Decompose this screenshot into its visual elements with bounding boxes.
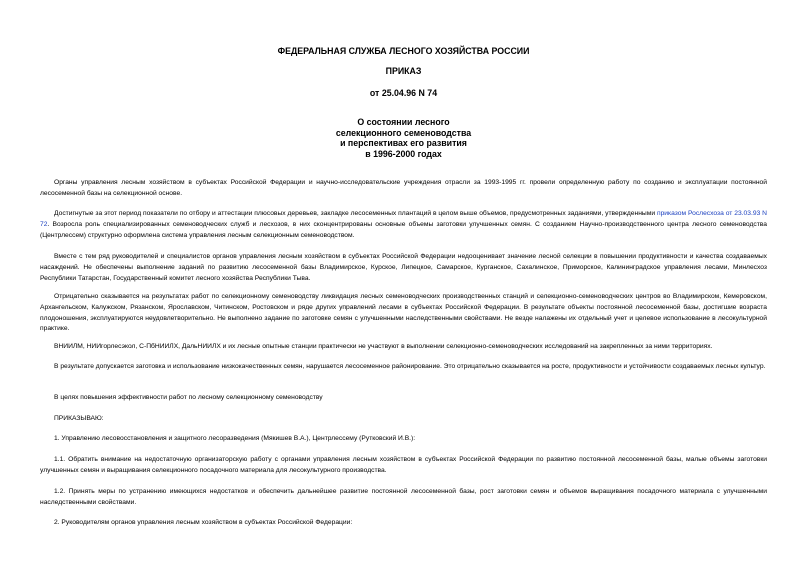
- document-type: ПРИКАЗ: [385, 66, 422, 76]
- paragraph-text: Достигнутые за этот период показатели по отбору и аттестации плюсовых деревьев, закладке лесосеменных плантаций в целом выше объемов, предусмотренных заданиями, утвержденными: [54, 210, 657, 217]
- order-link[interactable]: приказом Рослесхоза от 23.03.93 N 72: [40, 210, 768, 228]
- paragraph: ВНИИЛМ, НИИгорлесэкол, С-ПбНИИЛХ, ДальНИИЛХ и их лесные опытные станции практически не участвуют в выполнении селекционно-семеноводческих исследований на закрепленных за ними территориях.: [54, 343, 713, 350]
- paragraph: 1.1. Обратить внимание на недостаточную организаторскую работу с органами управления лесным хозяйством в субъектах Российской Федерации по развитию постоянной лесосеменной базы, малые объемы заготовки улучшенных семян и выращивания селекционного посадочного материала для лесокультурного производства.: [40, 456, 767, 474]
- paragraph: [40, 209, 767, 241]
- subject-line: в 1996-2000 годах: [365, 148, 442, 159]
- subject-line: селекционного семеноводства: [335, 127, 472, 138]
- paragraph: Отрицательно сказывается на результатах работ по селекционному семеноводству ликвидация лесных семеноводческих производственных станций и селекционно-семеноводческих центров во Владимирском, Кемеровском, Архангельском, Калужском, Рязанском, Ярославском, Читинском, Ростовском и ряде других управлений лесами в субъектах Российской Федерации. В результате объекты постоянной лесосеменной базы, достигшие возраста плодоношения, эксплуатируются неудовлетворительно. Не выполнено задание по заготовке семян с улучшенными наследственными свойствами. Не везде налажены их отдельный учет и целевое использование в лесокультурной практике.: [40, 293, 767, 333]
- paragraph-text: . Возросла роль специализированных семеноводческих служб и лесхозов, в них сконцентрированы основные объемы заготовки улучшенных семян. С созданием Научно-производственного центра лесного семеноводства (Центрлессем) структурно оформлена система управления лесным селекционным семеноводством.: [40, 220, 767, 239]
- paragraph: Органы управления лесным хозяйством в субъектах Российской Федерации и научно-исследовательские учреждения отрасли за 1993-1995 гг. провели определенную работу по созданию и эксплуатации постоянной лесосеменной базы на селекционной основе.: [40, 179, 767, 197]
- paragraph: В целях повышения эффективности работ по лесному селекционному семеноводству: [54, 394, 323, 401]
- paragraph: 1.2. Принять меры по устранению имеющихся недостатков и обеспечить дальнейшее развитие постоянной лесосеменной базы, рост заготовки семян и объемов выращивания посадочного материала с улучшенными наследственными свойствами.: [40, 488, 767, 506]
- subject-line: и перспективах его развития: [340, 138, 467, 148]
- paragraph: 2. Руководителям органов управления лесным хозяйством в субъектах Российской Федерации:: [54, 519, 353, 526]
- paragraph: ПРИКАЗЫВАЮ:: [54, 415, 104, 422]
- document-date-number: от 25.04.96 N 74: [369, 88, 438, 98]
- agency-title: ФЕДЕРАЛЬНАЯ СЛУЖБА ЛЕСНОГО ХОЗЯЙСТВА РОССИИ: [277, 46, 530, 56]
- subject-line: О состоянии лесного: [357, 117, 450, 127]
- paragraph: В результате допускается заготовка и использование низкокачественных семян, нарушается лесосеменное районирование. Это отрицательно сказывается на росте, продуктивности и устойчивости создаваемых лесных культур.: [54, 363, 766, 370]
- paragraph: Вместе с тем ряд руководителей и специалистов органов управления лесным хозяйством в субъектах Российской Федерации недооценивает значение лесной селекции в повышении продуктивности и качества создаваемых насаждений. Не обеспечены выполнение заданий по развитию лесосеменной базы Владимирское, Курское, Липецкое, Самарское, Курганское, Сахалинское, Приморское, Калининградское управления лесами, Минлесхоз Республики Татарстан, Государственный комитет лесного хозяйства Республики Тыва.: [40, 253, 767, 282]
- paragraph: 1. Управлению лесовосстановления и защитного лесоразведения (Мякишев В.А.), Центрлессему (Рутковский И.В.):: [54, 435, 416, 442]
- document-subject: [0, 117, 807, 159]
